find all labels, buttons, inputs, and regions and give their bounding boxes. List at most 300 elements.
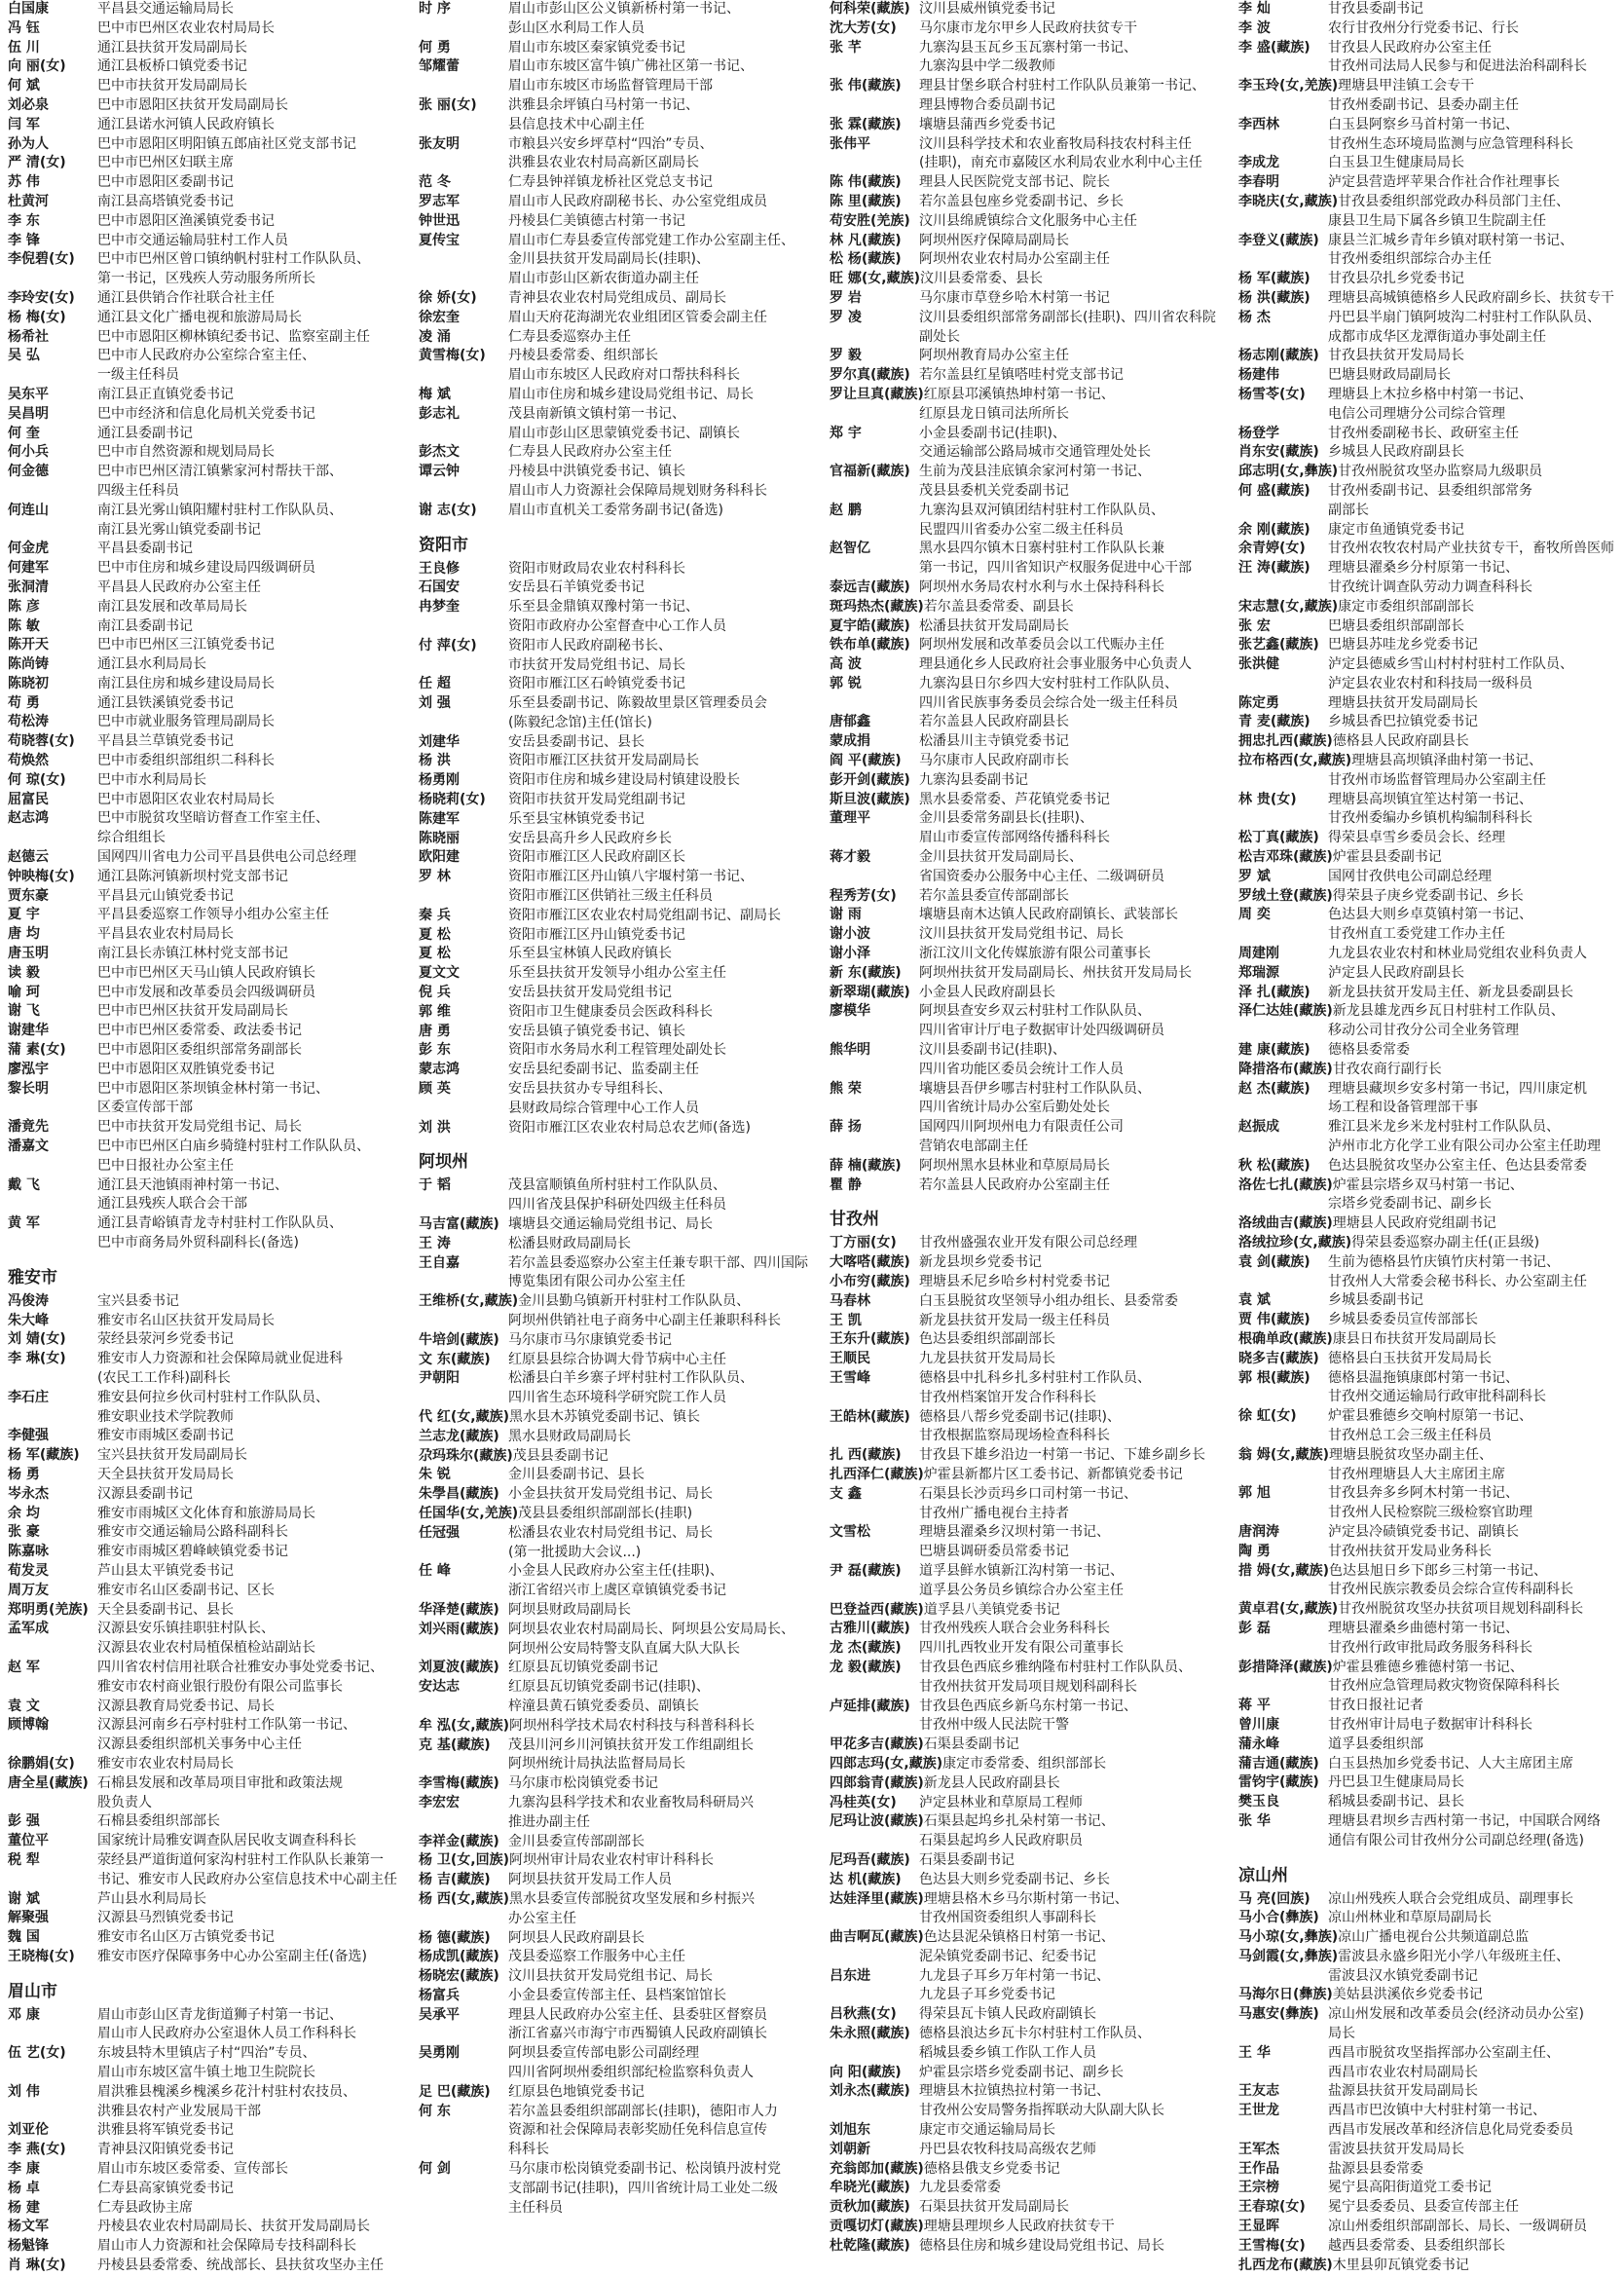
- honoree-name: 阎 平(藏族): [830, 753, 902, 769]
- honoree-entry: [419, 463, 822, 482]
- honoree-entry: [1238, 1253, 1620, 1273]
- honoree-entry: [8, 1330, 411, 1350]
- honoree-position: 小金县委副书记(挂职)、: [919, 425, 1066, 441]
- honoree-name: 谢建华: [8, 1023, 49, 1039]
- honoree-entry: [830, 1350, 1233, 1369]
- honoree-position: 盐源县县委常委: [1328, 2160, 1423, 2177]
- honoree-entry: [8, 39, 411, 58]
- honoree-name: 徐 虹(女): [1238, 1408, 1297, 1425]
- honoree-entry: [830, 386, 1233, 405]
- honoree-position: 德格县委常委: [1328, 1042, 1410, 1059]
- honoree-entry: [8, 57, 411, 77]
- honoree-position: 浙江汶川文化传媒旅游有限公司董事长: [919, 946, 1151, 962]
- honoree-position: 安岳县高升乡人民政府乡长: [508, 830, 672, 846]
- honoree-name: 贾东豪: [8, 887, 49, 904]
- honoree-position: 四川省农村信用社联合社雅安办事处党委书记、: [97, 1659, 384, 1675]
- honoree-position: 越西县委常委、县委组织部长: [1328, 2237, 1505, 2254]
- honoree-position: 阿坝县农业农村局副局长、阿坝县公安局局长、: [508, 1621, 794, 1637]
- honoree-name: 王皓林(藏族): [830, 1408, 910, 1425]
- honoree-position: 巴中市巴州区三江镇党委书记: [97, 637, 275, 653]
- honoree-name: 冉梦奎: [419, 599, 460, 616]
- honoree-position: 黑水县委常委、芦花镇党委书记: [919, 791, 1110, 807]
- honoree-position: 仁寿县钟祥镇龙桥社区党总支书记: [508, 174, 713, 191]
- honoree-position: 炉霍县雅德乡交响村原第一书记、: [1328, 1408, 1532, 1425]
- honoree-name: 喻 珂: [8, 984, 40, 1000]
- column-4: [1238, 0, 1620, 2273]
- honoree-name: 李 波: [1238, 19, 1271, 36]
- honoree-entry: [1238, 1407, 1620, 1427]
- honoree-position: 丹棱县仁美镇德古村第一书记: [508, 212, 685, 229]
- honoree-entry: [1238, 19, 1620, 39]
- honoree-entry: [1238, 868, 1620, 887]
- honoree-position: 资阳市雁江区丹山镇八宇堰村第一书记、: [508, 869, 754, 885]
- honoree-entry: [8, 1562, 411, 1582]
- honoree-entry: [830, 502, 1233, 521]
- honoree-name: 石国安: [419, 579, 460, 596]
- honoree-position: 芦山县水利局局长: [97, 1890, 206, 1907]
- honoree-name: 瞿 静: [830, 1176, 862, 1193]
- honoree-entry: [830, 309, 1233, 328]
- honoree-position: 凉山州发展和改革委员会(经济动员办公室): [1328, 2006, 1584, 2023]
- honoree-name: 郑瑞源: [1238, 964, 1279, 981]
- honoree-entry: [8, 2237, 411, 2257]
- honoree-name: 泽 扎(藏族): [1238, 984, 1310, 1000]
- honoree-entry: [830, 1659, 1233, 1678]
- honoree-position: 美姑县洪溪依乡党委书记: [1332, 1987, 1483, 2003]
- honoree-name: 赵 鹏: [830, 502, 862, 518]
- honoree-position: 眉山市人力资源社会保障局规划财务科科长: [508, 482, 767, 499]
- honoree-entry: [8, 0, 411, 19]
- honoree-entry: [8, 1601, 411, 1621]
- honoree-entry: [1238, 347, 1620, 366]
- honoree-name: 钟映梅(女): [8, 868, 75, 884]
- honoree-position: 甘孜县下雄乡沿边一村第一书记、下雄乡副乡长: [919, 1447, 1205, 1464]
- honoree-name: 黄雪梅(女): [419, 348, 486, 364]
- honoree-name: 杨建伟: [1238, 367, 1279, 384]
- honoree-position: 眉山市东坡区委常委、宣传部长: [97, 2161, 288, 2178]
- honoree-name: 向 丽(女): [8, 58, 66, 75]
- honoree-name: 岑永杰: [8, 1485, 49, 1502]
- honoree-name: 刘兴雨(藏族): [419, 1621, 499, 1637]
- honoree-position: 眉山市人力资源和社会保障局专技科副科长: [97, 2238, 356, 2255]
- honoree-position: 仁寿县委巡察办主任: [508, 328, 631, 345]
- honoree-name: 达娃泽里(藏族): [830, 1890, 924, 1907]
- honoree-position: 资阳市雁江区农业农村局党组副书记、副局长: [508, 907, 781, 923]
- honoree-position: 汉源县委副书记: [97, 1485, 193, 1502]
- honoree-name: 肖 琳(女): [8, 2257, 66, 2274]
- honoree-name: 苟 勇: [8, 694, 40, 711]
- honoree-entry: [8, 1774, 411, 1794]
- honoree-position: 甘孜县尕扎乡党委书记: [1328, 271, 1464, 287]
- honoree-name: 甲花多吉(藏族): [830, 1736, 924, 1753]
- honoree-entry: [419, 1851, 822, 1871]
- honoree-entry: [830, 1812, 1233, 1832]
- honoree-name: 罗 凌: [830, 309, 862, 325]
- honoree-position-continued: 雷波县汉水镇党委副书记: [1328, 1967, 1478, 1984]
- honoree-entry: [830, 77, 1233, 96]
- honoree-position-continued: 西昌市农业农村局副局长: [1328, 2064, 1478, 2080]
- honoree-position: 东坡县特木里镇店子村“四治”专员、: [97, 2045, 316, 2062]
- honoree-entry: [419, 135, 822, 155]
- honoree-position-continued: 眉山市人民政府办公室退休人员工作科科长: [97, 2026, 356, 2042]
- honoree-position: 南江县光雾山镇阳耀村驻村工作队队员、: [97, 502, 343, 518]
- honoree-position: 雅江县米龙乡米龙村驻村工作队队员、: [1328, 1119, 1560, 1136]
- honoree-name: 罗绒土登(藏族): [1238, 887, 1333, 904]
- honoree-position: 理塘县甲洼镇工会专干: [1338, 78, 1475, 94]
- honoree-position: 眉山市人民政府副秘书长、办公室党组成员: [508, 193, 767, 209]
- honoree-name: 顾博翰: [8, 1717, 49, 1734]
- honoree-entry: [419, 96, 822, 116]
- honoree-position-continued: 红原县龙日镇司法所所长: [919, 405, 1069, 422]
- honoree-position: 盐源县扶贫开发局副局长: [1328, 2083, 1478, 2100]
- honoree-position: 眉山天府花海湖光农业组团区管委会副主任: [508, 309, 767, 325]
- honoree-entry: [8, 1543, 411, 1562]
- honoree-entry: [8, 1041, 411, 1061]
- honoree-position: 稻城县委副书记、县长: [1328, 1794, 1464, 1810]
- honoree-name: 松丁真(藏族): [1238, 830, 1319, 846]
- honoree-position: 巴中市巴州区白庙乡骑缝村驻村工作队队员、: [97, 1138, 370, 1155]
- honoree-position: 资阳市雁江区农业农村局总农艺师(备选): [508, 1119, 751, 1136]
- honoree-position: 巴中市恩阳区双胜镇党委书记: [97, 1061, 275, 1077]
- honoree-position-continued: 通信有限公司甘孜州分公司副总经理(备选): [1328, 1832, 1584, 1848]
- honoree-name: 代 红(女,藏族): [419, 1408, 509, 1425]
- honoree-entry: [1238, 1755, 1620, 1774]
- honoree-entry: [8, 578, 411, 598]
- honoree-name: 斑玛热杰(藏族): [830, 598, 924, 615]
- honoree-position: 甘孜县扶贫开发局局长: [1328, 348, 1464, 364]
- honoree-position: 红原县瓦切镇党委副书记(挂职)、: [508, 1679, 710, 1696]
- honoree-name: 刘夏波(藏族): [419, 1660, 499, 1676]
- honoree-position-continued: 书记、雅安市人民政府办公室信息技术中心副主任: [97, 1871, 397, 1887]
- honoree-name: 充翁郎加(藏族): [830, 2160, 924, 2177]
- honoree-name: 张伟平: [830, 135, 870, 152]
- honoree-name: 扎西泽仁(藏族): [830, 1466, 924, 1482]
- honoree-entry: [8, 173, 411, 193]
- honoree-name: 官福新(藏族): [830, 464, 910, 480]
- honoree-position: 阿坝州水务局农村水利与水土保持科科长: [919, 578, 1164, 595]
- honoree-name: 刘旭东: [830, 2122, 870, 2139]
- honoree-position-continued: 营销农电部副主任: [919, 1138, 1028, 1155]
- honoree-entry: [830, 1639, 1233, 1659]
- honoree-name: 尼玛让波(藏族): [830, 1813, 924, 1830]
- honoree-name: 李祥金(藏族): [419, 1833, 499, 1849]
- honoree-position-continued: 汉源县委组织部机关事务中心主任: [97, 1736, 302, 1753]
- honoree-entry: [1238, 791, 1620, 810]
- honoree-entry: [830, 1794, 1233, 1813]
- honoree-position: 生前为德格县竹庆镇竹庆村第一书记、: [1328, 1253, 1560, 1270]
- honoree-position-continued: 泸州市北方化学工业有限公司办公室主任助理: [1328, 1138, 1601, 1155]
- honoree-entry: [419, 0, 822, 19]
- honoree-name: 邓 康: [8, 2006, 40, 2023]
- honoree-name: 陈 伟(藏族): [830, 174, 902, 191]
- honoree-position: 平昌县人民政府办公室主任: [97, 578, 261, 595]
- honoree-name: [419, 2064, 508, 2083]
- honoree-position: 荥经县荥河乡党委书记: [97, 1331, 234, 1348]
- honoree-name: 郑 宇: [830, 425, 862, 441]
- honoree-name: 罗 岩: [830, 289, 862, 306]
- honoree-position-continued: 眉山市东坡区市场监督管理局干部: [508, 78, 713, 94]
- honoree-entry: [8, 636, 411, 655]
- honoree-entry: [419, 733, 822, 753]
- honoree-entry: [830, 2005, 1233, 2025]
- honoree-position: 汶川县科学技术和农业畜牧局科技农村科主任: [919, 135, 1192, 152]
- honoree-entry: [830, 1292, 1233, 1312]
- honoree-position: 甘孜县委副书记: [1328, 1, 1423, 17]
- honoree-name: 何金虎: [8, 541, 49, 557]
- honoree-entry: [419, 1292, 822, 1312]
- honoree-entry: [419, 1755, 822, 1774]
- honoree-entry: [830, 713, 1233, 732]
- honoree-name: 王显晖: [1238, 2219, 1279, 2235]
- honoree-position-continued: 第一书记，区残疾人劳动服务所所长: [97, 271, 315, 287]
- honoree-entry: [8, 1118, 411, 1138]
- honoree-position-continued: 市扶贫开发局党组书记、局长: [508, 656, 685, 673]
- honoree-position: 甘孜州司法局人民参与和促进法治科副科长: [1328, 58, 1587, 75]
- honoree-position-continued: 区委宣传部干部: [97, 1100, 193, 1116]
- honoree-position: 泸定县德威乡雪山村村村驻村工作队员、: [1328, 656, 1573, 673]
- honoree-entry: [8, 771, 411, 791]
- honoree-entry: [8, 2180, 411, 2199]
- honoree-position-continued: (陈毅纪念馆)主任(馆长): [508, 714, 652, 730]
- honoree-entry: [419, 926, 822, 946]
- honoree-position: 甘孜州委副书记、县委办副主任: [1328, 96, 1519, 113]
- honoree-name: 克 基(藏族): [419, 1736, 491, 1753]
- honoree-name: 邱志明(女,彝族): [1238, 464, 1339, 480]
- honoree-entry: [8, 347, 411, 366]
- honoree-entry: [419, 232, 822, 251]
- honoree-position: 石渠县长沙贡玛乡口司村第一书记、: [919, 1485, 1137, 1502]
- honoree-name: 夏 宇: [8, 907, 40, 923]
- honoree-position-continued: 资阳市政府办公室督查中心工作人员: [508, 617, 726, 634]
- honoree-entry: [8, 1812, 411, 1832]
- honoree-name: 孙为人: [8, 135, 49, 152]
- honoree-position: 仁寿县高家镇党委书记: [97, 2180, 234, 2196]
- honoree-position-continued: (挂职)，南充市嘉陵区水利局农业水利中心主任: [919, 155, 1202, 171]
- honoree-position: 黑水县委宣传部脱贫攻坚发展和乡村振兴: [509, 1890, 755, 1907]
- honoree-entry: [8, 598, 411, 617]
- honoree-position: 理塘县高坝镇宜笙达村第一书记、: [1328, 791, 1532, 807]
- honoree-name: 陈晓初: [8, 675, 49, 691]
- honoree-name: 白国康: [8, 1, 49, 17]
- honoree-position: 德格县白玉扶贫开发局局长: [1328, 1350, 1492, 1366]
- honoree-position: 通江县诺水河镇人民政府镇长: [97, 116, 275, 132]
- honoree-name: 唐 均: [8, 926, 40, 943]
- honoree-name: 王晓梅(女): [8, 1948, 75, 1964]
- honoree-entry: [1238, 425, 1620, 444]
- region-heading: 资阳市: [419, 535, 468, 555]
- honoree-entry: [8, 868, 411, 887]
- honoree-entry: [8, 1002, 411, 1022]
- honoree-position-continued: 场工程和设备管理部干事: [1328, 1100, 1478, 1116]
- honoree-entry: [8, 1427, 411, 1446]
- honoree-position: 理县人民医院党支部书记、院长: [919, 174, 1110, 191]
- honoree-name: 马春林: [830, 1292, 870, 1309]
- honoree-position: 平昌县兰草镇党委书记: [97, 733, 234, 750]
- honoree-position: 平昌县委巡察工作领导小组办公室主任: [97, 907, 329, 923]
- honoree-position-continued: 眉山市东坡区富牛镇土地卫生院院长: [97, 2065, 315, 2081]
- honoree-entry: [830, 1774, 1233, 1794]
- honoree-name: 郭 根(藏族): [1238, 1369, 1310, 1386]
- honoree-entry: [830, 1851, 1233, 1871]
- honoree-name: 朱 锐: [419, 1467, 451, 1483]
- honoree-name: 李 燕(女): [8, 2142, 66, 2158]
- honoree-name: 李 盛(藏族): [1238, 39, 1310, 56]
- honoree-name: 洛绒曲吉(藏族): [1238, 1215, 1333, 1232]
- honoree-position: 雷波县扶贫开发局局长: [1328, 2141, 1464, 2157]
- honoree-position-continued: 洪雅县农村产业发展局干部: [97, 2103, 261, 2119]
- honoree-position-continued: 甘孜州档案馆开发合作科科长: [919, 1389, 1096, 1405]
- honoree-name: 陈嘉咏: [8, 1544, 49, 1560]
- honoree-position-continued: 县财政局综合管理中心工作人员: [508, 1100, 699, 1116]
- honoree-name: 罗 林: [419, 869, 451, 885]
- honoree-entry: [830, 984, 1233, 1003]
- honoree-name: 兰志龙(藏族): [419, 1428, 499, 1444]
- honoree-position: 黑水县木苏镇党委副书记、镇长: [509, 1408, 700, 1425]
- honoree-position: 汶川县扶贫开发局党组书记、局长: [508, 1968, 713, 1985]
- honoree-position: 白玉县阿察乡马首村第一书记、: [1328, 116, 1519, 132]
- honoree-position: 巴塘县苏哇龙乡党委书记: [1328, 637, 1478, 653]
- honoree-position: 雷波县永盛乡阳光小学八年级班主任、: [1338, 1948, 1570, 1964]
- honoree-position: 巴中市委组织部组织二科科长: [97, 753, 275, 769]
- honoree-position: 石渠县起坞乡扎朵村第一书记、: [923, 1813, 1115, 1830]
- honoree-position: 安岳县扶贫办专导组科长、: [508, 1081, 672, 1098]
- honoree-position: 理塘县上木拉乡格中村第一书记、: [1328, 386, 1532, 402]
- honoree-name: 秦 兵: [419, 907, 451, 923]
- honoree-position-continued: 支部副书记(挂职)，四川省统计局工业处二级: [508, 2180, 778, 2196]
- honoree-name: 洛绒拉珍(女,藏族): [1238, 1235, 1352, 1250]
- honoree-entry: [419, 328, 822, 348]
- honoree-position: 小金县委宣传部主任、县档案馆馆长: [508, 1987, 726, 2003]
- honoree-entry: [419, 771, 822, 791]
- honoree-name: 李登义(藏族): [1238, 232, 1319, 248]
- honoree-entry: [1238, 173, 1620, 193]
- honoree-name: 杨 梅(女): [8, 309, 66, 325]
- honoree-position: 石棉县委组织部部长: [97, 1813, 220, 1830]
- honoree-name: 刘 洪: [419, 1119, 451, 1136]
- honoree-position: 汉源县安乐镇挂职驻村队长、: [97, 1621, 275, 1637]
- honoree-position: 阿坝州审计局农业农村审计科科长: [509, 1852, 714, 1869]
- honoree-name: 魏 国: [8, 1929, 40, 1946]
- honoree-name: 谢小波: [830, 926, 870, 943]
- honoree-position: 眉山市东坡区富牛镇广佛社区第一书记、: [508, 58, 754, 75]
- honoree-entry: [830, 1446, 1233, 1466]
- honoree-entry: [830, 232, 1233, 251]
- honoree-position: 甘孜县色西底乡雅纳隆布村驻村工作队队员、: [919, 1659, 1192, 1675]
- honoree-entry: [419, 212, 822, 232]
- honoree-entry: [419, 598, 822, 617]
- honoree-name: 严 清(女): [8, 155, 66, 171]
- honoree-name: 黎长明: [8, 1080, 49, 1097]
- honoree-name: 苟晓蓉(女): [8, 733, 75, 750]
- honoree-name: 马吉富(藏族): [419, 1216, 499, 1233]
- region-heading: 凉山州: [1238, 1865, 1288, 1885]
- honoree-position: 阿坝州教育局办公室主任: [919, 348, 1069, 364]
- honoree-name: 任冠强: [419, 1524, 460, 1541]
- honoree-position: 巴中市巴州区清江镇紫家河村帮扶干部、: [97, 464, 343, 480]
- honoree-name: 杨 建: [8, 2199, 40, 2216]
- honoree-entry: [8, 2199, 411, 2219]
- honoree-name: 徐 娇(女): [419, 289, 477, 306]
- honoree-position-continued: 雅安市农村商业银行股份有限公司监事长: [97, 1678, 343, 1695]
- honoree-position-continued: 南江县光雾山镇党委副书记: [97, 521, 261, 538]
- honoree-entry: [1238, 1909, 1620, 1928]
- honoree-name: 巴登益西(藏族): [830, 1601, 924, 1618]
- honoree-position-continued: 甘孜州民族宗教委员会综合宣传科副科长: [1328, 1582, 1573, 1598]
- honoree-position: 九寨沟县科学技术和农业畜牧局科研局兴: [508, 1794, 754, 1810]
- honoree-entry: [419, 1235, 822, 1254]
- honoree-entry: [830, 2237, 1233, 2257]
- honoree-name: 宋志慧(女,藏族): [1238, 598, 1339, 615]
- honoree-entry: [830, 270, 1233, 289]
- honoree-entry: [8, 848, 411, 868]
- honoree-position-continued: 资阳市雁江区供销社三级主任科员: [508, 888, 713, 905]
- honoree-entry: [1238, 1350, 1620, 1369]
- honoree-position: 甘孜州审计局电子数据审计科科长: [1328, 1716, 1532, 1733]
- honoree-entry: [1238, 57, 1620, 77]
- honoree-position: 理塘县君坝乡吉西村第一书记，中国联合网络: [1328, 1812, 1601, 1829]
- honoree-position: 若尔盖县委常委、副县长: [923, 598, 1074, 615]
- honoree-position: 雅安市雨城区碧峰峡镇党委书记: [97, 1544, 288, 1560]
- honoree-position: 青神县汉阳镇党委书记: [97, 2142, 234, 2158]
- honoree-name: 邹耀蕾: [419, 58, 460, 75]
- honoree-entry: [1238, 1176, 1620, 1196]
- honoree-name: 松吉邓珠(藏族): [1238, 849, 1333, 866]
- honoree-position: 得荣县瓦卡镇人民政府副镇长: [919, 2006, 1096, 2023]
- honoree-entry: [830, 1755, 1233, 1774]
- honoree-entry: [1238, 443, 1620, 463]
- honoree-entry: [830, 1408, 1233, 1428]
- honoree-name: 沈大芳(女): [830, 19, 897, 36]
- honoree-entry: [1238, 829, 1620, 848]
- honoree-entry: [830, 2160, 1233, 2180]
- honoree-position: 天全县扶贫开发局局长: [97, 1466, 234, 1482]
- honoree-entry: [419, 752, 822, 771]
- honoree-name: [419, 366, 508, 386]
- honoree-position: 青神县农业农村局党组成员、副局长: [508, 289, 726, 306]
- honoree-position: 国网四川阿坝州电力有限责任公司: [919, 1119, 1124, 1136]
- honoree-entry: [419, 1736, 822, 1756]
- honoree-name: 杨 卓: [8, 2180, 40, 2196]
- honoree-position: 若尔盖县包座乡党委副书记、乡长: [919, 193, 1124, 209]
- honoree-entry: [419, 1041, 822, 1061]
- honoree-position: 雅安县何拉乡伙司村驻村工作队队员、: [97, 1389, 329, 1405]
- honoree-position: 金川县委宣传部副部长: [508, 1833, 645, 1849]
- honoree-position: 凉山州残疾人联合会党组成员、副理事长: [1328, 1890, 1573, 1907]
- honoree-position-continued: 西昌市发展改革和经济信息化局党委委员: [1328, 2122, 1573, 2139]
- honoree-entry: [8, 2121, 411, 2141]
- honoree-name: 彭 磊: [1238, 1620, 1271, 1636]
- honoree-entry: [8, 1389, 411, 1408]
- honoree-position: 巴中市恩阳区委组织部常务副部长: [97, 1042, 302, 1059]
- honoree-position: 甘孜县色西底乡新乌东村第一书记、: [919, 1698, 1137, 1714]
- honoree-position: 通江县铁溪镇党委书记: [97, 694, 234, 711]
- honoree-position-continued: 浙江省绍兴市上虞区章镇镇党委书记: [508, 1583, 726, 1599]
- honoree-entry: [830, 1466, 1233, 1485]
- honoree-position: 理塘县高坝镇泽曲村第一书记、: [1351, 753, 1543, 769]
- honoree-position: 汶川县扶贫开发局党组书记、局长: [919, 926, 1124, 943]
- honoree-entry: [830, 250, 1233, 270]
- honoree-name: 张 华: [1238, 1812, 1271, 1829]
- honoree-entry: [830, 1253, 1233, 1273]
- honoree-name: 赵 军: [8, 1659, 40, 1675]
- honoree-position: 巴中市巴州区委常委、政法委书记: [97, 1023, 302, 1039]
- honoree-entry: [419, 39, 822, 58]
- honoree-position: 红原县县综合协调大骨节病中心主任: [508, 1351, 726, 1367]
- honoree-position: 茂县南新镇文镇村第一书记、: [508, 405, 685, 422]
- honoree-entry: [8, 1292, 411, 1312]
- honoree-position: 九龙县农业农村和林业局党组农业科负责人: [1328, 946, 1587, 962]
- honoree-position-continued: 民盟四川省委办公室二级主任科员: [919, 521, 1124, 538]
